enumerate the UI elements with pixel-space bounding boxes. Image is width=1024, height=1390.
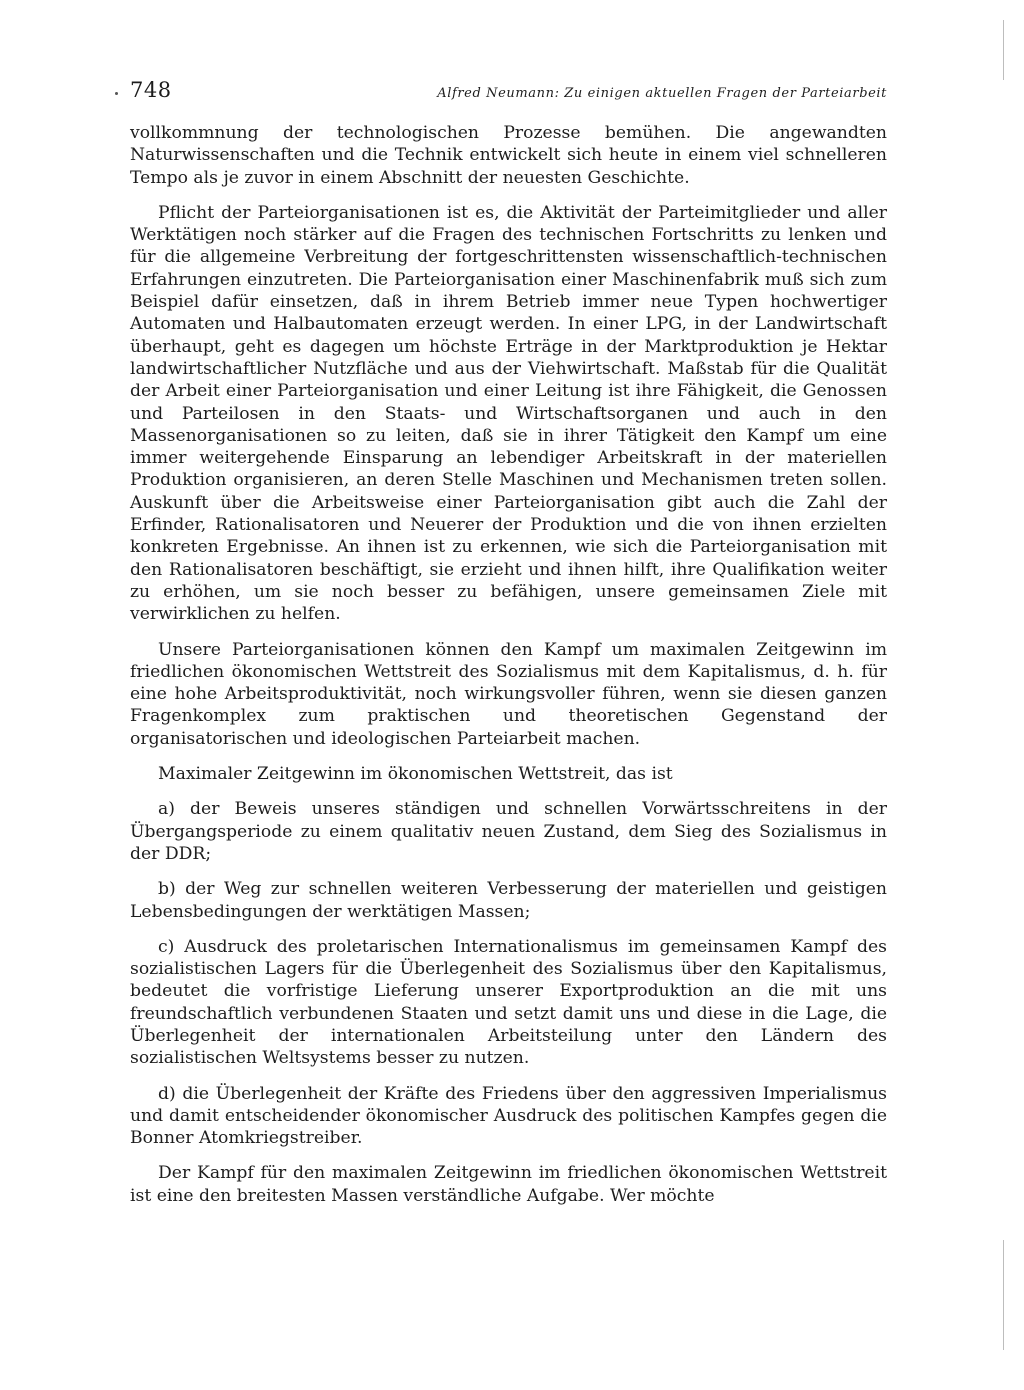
paragraph: Unsere Parteiorganisationen können den Kampf um maximalen Zeitgewinn im friedlichen ökonomischen Wettstreit des Sozialismus mit dem Kapitalismus, d. h. für eine hohe Arbeitsproduktivität, noch wirkungsvoller führen, wenn sie diesen ganzen Fragenkomplex zum praktischen und theoretischen Gegenstand der organisatorischen und ideologischen Parteiarbeit machen.	[130, 639, 887, 749]
paragraph: vollkommnung der technologischen Prozesse bemühen. Die angewandten Naturwissenschaften und die Technik entwickelt sich heute in einem viel schnelleren Tempo als je zuvor in einem Abschnitt der neuesten Geschichte.	[130, 123, 887, 188]
list-item-a: a) der Beweis unseres ständigen und schnellen Vorwärtsschreitens in der Übergangsperiode zu einem qualitativ neuen Zustand, dem Sieg des Sozialismus in der DDR;	[130, 799, 887, 864]
body-text	[130, 122, 887, 1207]
margin-dot	[115, 92, 118, 95]
running-title: Alfred Neumann: Zu einigen aktuellen Fragen der Parteiarbeit	[437, 86, 887, 101]
scan-edge-mark	[1003, 1240, 1004, 1350]
paragraph: Pflicht der Parteiorganisationen ist es, die Aktivität der Parteimitglieder und aller Werktätigen noch stärker auf die Fragen des technischen Fortschritts zu lenken und für die allgemeine Verbreitung der fortgeschrittensten wissenschaftlich-technischen Erfahrungen einzutreten. Die Parteiorganisation einer Maschinenfabrik muß sich zum Beispiel dafür einsetzen, daß in ihrem Betrieb immer neue Typen hochwertiger Automaten und Halbautomaten erzeugt werden. In einer LPG, in der Landwirtschaft überhaupt, geht es dagegen um höchste Erträge in der Marktproduktion je Hektar landwirtschaftlicher Nutzfläche und aus der Viehwirtschaft. Maßstab für die Qualität der Arbeit einer Parteiorganisation und einer Leitung ist ihre Fähigkeit, die Genossen und Parteilosen in den Staats- und Wirtschaftsorganen und auch in den Massenorganisationen so zu leiten, daß sie in ihrer Tätigkeit den Kampf um eine immer weitergehende Einsparung an lebendiger Arbeitskraft in der materiellen Produktion organisieren, an deren Stelle Maschinen und Mechanismen treten sollen. Auskunft über die Arbeitsweise einer Parteiorganisation gibt auch die Zahl der Erfinder, Rationalisatoren und Neuerer der Produktion und die von ihnen erzielten konkreten Ergebnisse. An ihnen ist zu erkennen, wie sich die Parteiorganisation mit den Rationalisatoren beschäftigt, sie erzieht und ihnen hilft, ihre Qualifikation weiter zu erhöhen, um sie noch besser zu befähigen, unsere gemeinsamen Ziele mit verwirklichen zu helfen.	[130, 202, 887, 625]
list-item-c: c) Ausdruck des proletarischen Internationalismus im gemeinsamen Kampf des sozialistischen Lagers für die Überlegenheit des Sozialismus über den Kapitalismus, bedeutet die vorfristige Lieferung unserer Exportproduktion an die mit uns freundschaftlich verbundenen Staaten und setzt damit uns und diese in die Lage, die Überlegenheit der internationalen Arbeitsteilung unter den Ländern des sozialistischen Weltsystems besser zu nutzen.	[130, 936, 887, 1069]
list-item-d: d) die Überlegenheit der Kräfte des Friedens über den aggressiven Imperialismus und damit entscheidender ökonomischer Ausdruck des politischen Kampfes gegen die Bonner Atomkriegstreiber.	[130, 1083, 887, 1149]
document-page	[130, 78, 887, 1207]
paragraph: Der Kampf für den maximalen Zeitgewinn im friedlichen ökonomischen Wettstreit ist eine den breitesten Massen verständliche Aufgabe. Wer möchte	[130, 1163, 887, 1206]
running-header	[130, 78, 887, 112]
page-number: 748	[130, 78, 172, 102]
paragraph: Maximaler Zeitgewinn im ökonomischen Wettstreit, das ist	[158, 764, 673, 785]
scan-edge-mark	[1003, 20, 1004, 80]
list-item-b: b) der Weg zur schnellen weiteren Verbesserung der materiellen und geistigen Lebensbedingungen der werktätigen Massen;	[130, 879, 887, 922]
